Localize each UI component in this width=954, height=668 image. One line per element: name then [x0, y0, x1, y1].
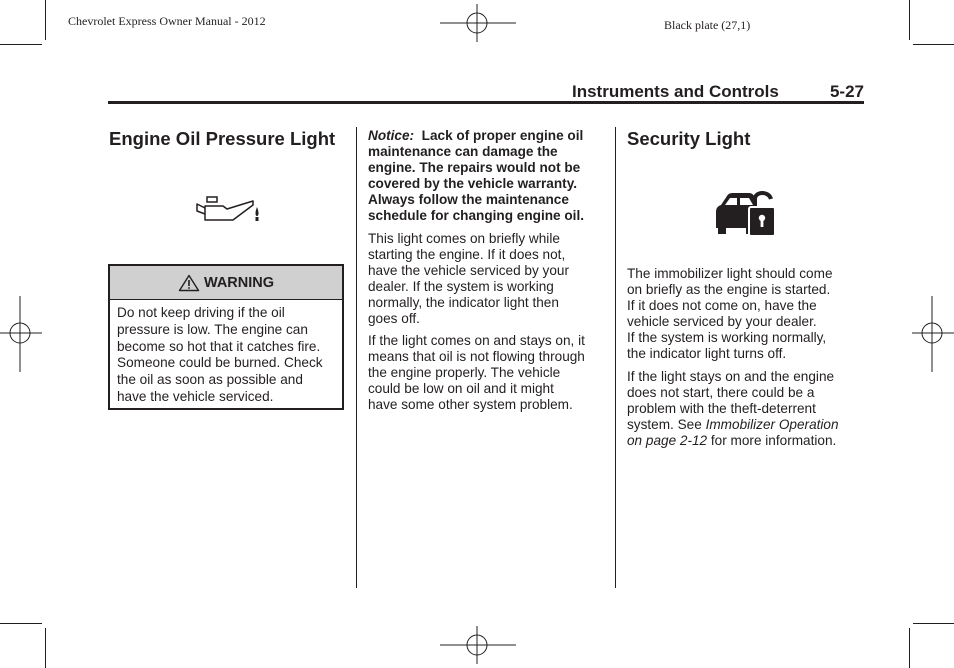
- page-number: 5-27: [829, 82, 864, 101]
- notice-line: schedule for changing engine oil.: [368, 208, 585, 223]
- warning-line: Someone could be burned. Check: [117, 355, 323, 371]
- text-line: does not start, there could be a: [627, 385, 815, 400]
- warning-line: Do not keep driving if the oil: [117, 305, 285, 320]
- text-line: have the vehicle serviced by your: [368, 263, 569, 278]
- security-paragraph-2: [627, 369, 867, 449]
- notice-line: Lack of proper engine oil: [421, 128, 584, 143]
- warning-text: [110, 300, 342, 406]
- text-line: normally, the indicator light then: [368, 295, 559, 310]
- text-line: dealer. If the system is working: [368, 279, 554, 294]
- warning-line: pressure is low. The engine can: [117, 321, 308, 337]
- security-lock-car-icon: [713, 186, 777, 238]
- text-segment: system. See: [627, 417, 706, 432]
- notice-block: [368, 128, 608, 224]
- text-line: If the system is working normally,: [627, 330, 827, 345]
- warning-box: [108, 264, 344, 410]
- warning-line: have the vehicle serviced.: [117, 388, 274, 404]
- warning-header: [110, 266, 342, 300]
- registration-mark-right: [912, 296, 954, 372]
- text-line: means that oil is not flowing through: [368, 349, 585, 364]
- header-rule: [108, 101, 864, 104]
- text-line: could be low on oil and it might: [368, 381, 554, 396]
- notice-line: engine. The repairs would not be: [368, 160, 581, 175]
- column-divider-2: [615, 127, 616, 588]
- middle-paragraph-2: [368, 333, 610, 413]
- text-line: The immobilizer light should come: [627, 266, 833, 281]
- warning-line: the oil as soon as possible and: [117, 372, 303, 388]
- text-line: problem with the theft-deterrent: [627, 401, 816, 416]
- middle-paragraph-1: [368, 231, 608, 327]
- section-name: Instruments and Controls: [572, 82, 779, 101]
- text-line: goes off.: [368, 311, 420, 326]
- text-line: starting the engine. If it does not,: [368, 247, 566, 262]
- warning-triangle-icon: [178, 274, 200, 292]
- text-line: vehicle serviced by your dealer.: [627, 314, 817, 329]
- text-line: If the light comes on and stays on, it: [368, 333, 585, 348]
- registration-mark-bottom: [440, 624, 516, 666]
- running-header-left: Chevrolet Express Owner Manual - 2012: [68, 14, 266, 28]
- warning-line: become so hot that it catches fire.: [117, 338, 321, 354]
- text-segment: for more information.: [707, 433, 837, 448]
- registration-mark-top: [440, 2, 516, 44]
- text-line: [627, 417, 867, 433]
- notice-line: Always follow the maintenance: [368, 192, 569, 207]
- text-line: [627, 433, 867, 449]
- registration-mark-left: [0, 296, 42, 372]
- oil-section-title: Engine Oil Pressure Light: [109, 128, 336, 149]
- running-header-right: Black plate (27,1): [664, 18, 751, 32]
- notice-label: Notice:: [368, 128, 415, 143]
- notice-line: maintenance can damage the: [368, 144, 558, 159]
- security-section-title: Security Light: [627, 128, 751, 149]
- text-line: If it does not come on, have the: [627, 298, 817, 313]
- oil-can-icon: [195, 194, 263, 224]
- cross-reference-link[interactable]: Immobilizer Operation: [705, 417, 839, 432]
- page-header: [108, 80, 864, 106]
- warning-label: WARNING: [203, 274, 275, 291]
- text-line: This light comes on briefly while: [368, 231, 560, 246]
- security-paragraph-1: [627, 266, 867, 362]
- page-reference-link[interactable]: on page 2-12: [627, 433, 708, 448]
- text-line: have some other system problem.: [368, 397, 573, 412]
- text-line: If the light stays on and the engine: [627, 369, 835, 384]
- text-line: the indicator light turns off.: [627, 346, 787, 361]
- text-line: the engine properly. The vehicle: [368, 365, 561, 380]
- text-line: on briefly as the engine is started.: [627, 282, 831, 297]
- column-divider-1: [356, 127, 357, 588]
- notice-line: covered by the vehicle warranty.: [368, 176, 578, 191]
